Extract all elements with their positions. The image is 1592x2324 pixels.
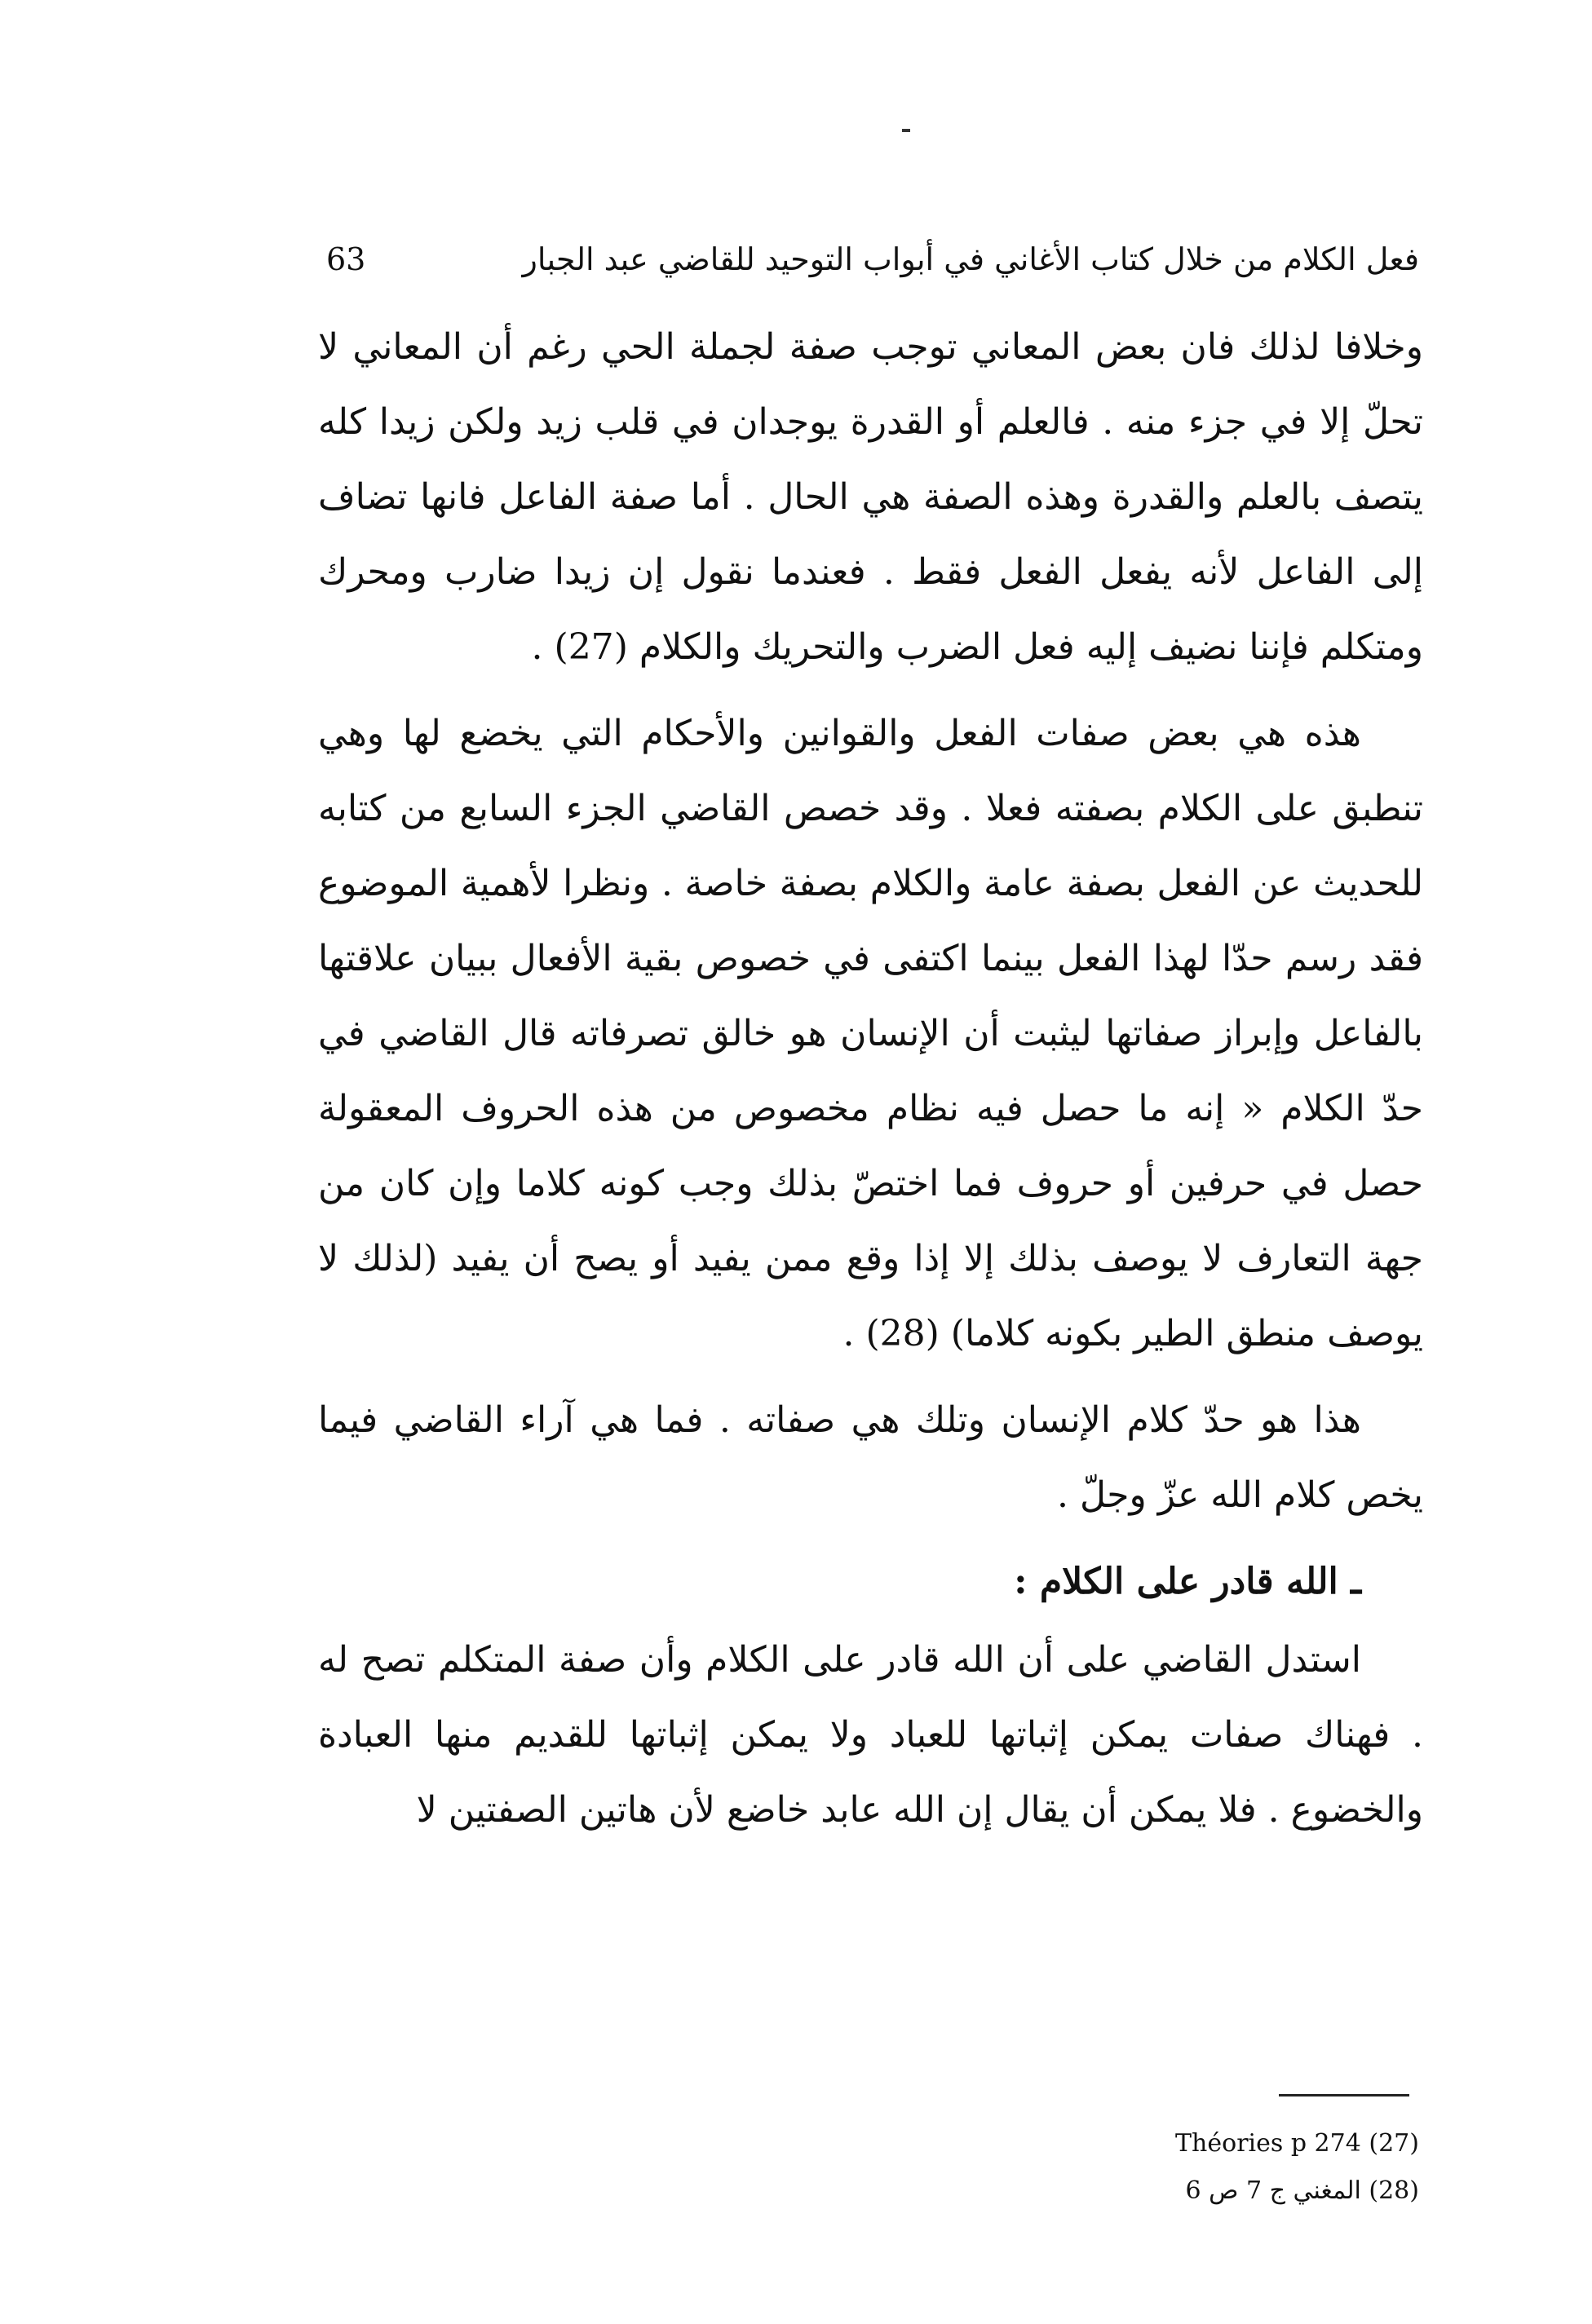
- paragraph-4: استدل القاضي على أن الله قادر على الكلام وأن صفة المتكلم تصح له . فهناك صفات يمكن إثباتها للعباد ولا يمكن إثباتها للقديم منها العبادة والخضوع . فلا يمكن أن يقال إن الله عابد خاضع لأن هاتين الصفتين لا: [318, 1639, 1423, 1831]
- paragraph-2: هذه هي بعض صفات الفعل والقوانين والأحكام التي يخضع لها وهي تنطبق على الكلام بصفته فعلا . وقد خصص القاضي الجزء السابع من كتابه للحديث عن الفعل بصفة عامة والكلام بصفة خاصة . ونظرا لأهمية الموضوع فقد رسم حدّا لهذا الفعل بينما اكتفى في خصوص بقية الأفعال ببيان علاقتها بالفاعل وإبراز صفاتها ليثبت أن الإنسان هو خالق تصرفاته قال القاضي في حدّ الكلام « إنه ما حصل فيه نظام مخصوص من هذه الحروف المعقولة حصل في حرفين أو حروف فما اختصّ بذلك وجب كونه كلاما وإن كان من جهة التعارف لا يوصف بذلك إلا إذا وقع ممن يفيد أو يصح أن يفيد (لذلك لا يوصف منطق الطير بكونه كلاما) (28) .: [318, 713, 1424, 1354]
- footnote-number: (28): [1369, 2176, 1419, 2205]
- footnote-number: (27): [1369, 2129, 1419, 2158]
- page-top-mark: [902, 129, 910, 132]
- footnote-27: [979, 2120, 1419, 2167]
- footnotes: [979, 2120, 1419, 2215]
- running-header: [326, 235, 1419, 284]
- section-heading: ـ الله قادر على الكلام :: [1014, 1561, 1361, 1602]
- page-number: 63: [326, 241, 366, 277]
- paragraph-3: هذا هو حدّ كلام الإنسان وتلك هي صفاته . فما هي آراء القاضي فيما يخص كلام الله عزّ وجلّ .: [318, 1399, 1423, 1516]
- running-header-title: فعل الكلام من خلال كتاب الأغاني في أبواب التوحيد للقاضي عبد الجبار: [522, 241, 1419, 277]
- paragraph-1: وخلافا لذلك فان بعض المعاني توجب صفة لجملة الحي رغم أن المعاني لا تحلّ إلا في جزء منه . فالعلم أو القدرة يوجدان في قلب زيد ولكن زيدا كله يتصف بالعلم والقدرة وهذه الصفة هي الحال . أما صفة الفاعل فانها تضاف إلى الفاعل لأنه يفعل الفعل فقط . فعندما نقول إن زيدا ضارب ومحرك ومتكلم فإننا نضيف إليه فعل الضرب والتحريك والكلام (27) .: [318, 326, 1423, 668]
- footnote-28: [979, 2167, 1419, 2215]
- footnote-text: المغني ج 7 ص 6: [1185, 2176, 1361, 2205]
- footnote-text: Théories p 274: [1175, 2129, 1361, 2158]
- footnote-separator: [1279, 2094, 1409, 2096]
- body-text: [318, 310, 1423, 1859]
